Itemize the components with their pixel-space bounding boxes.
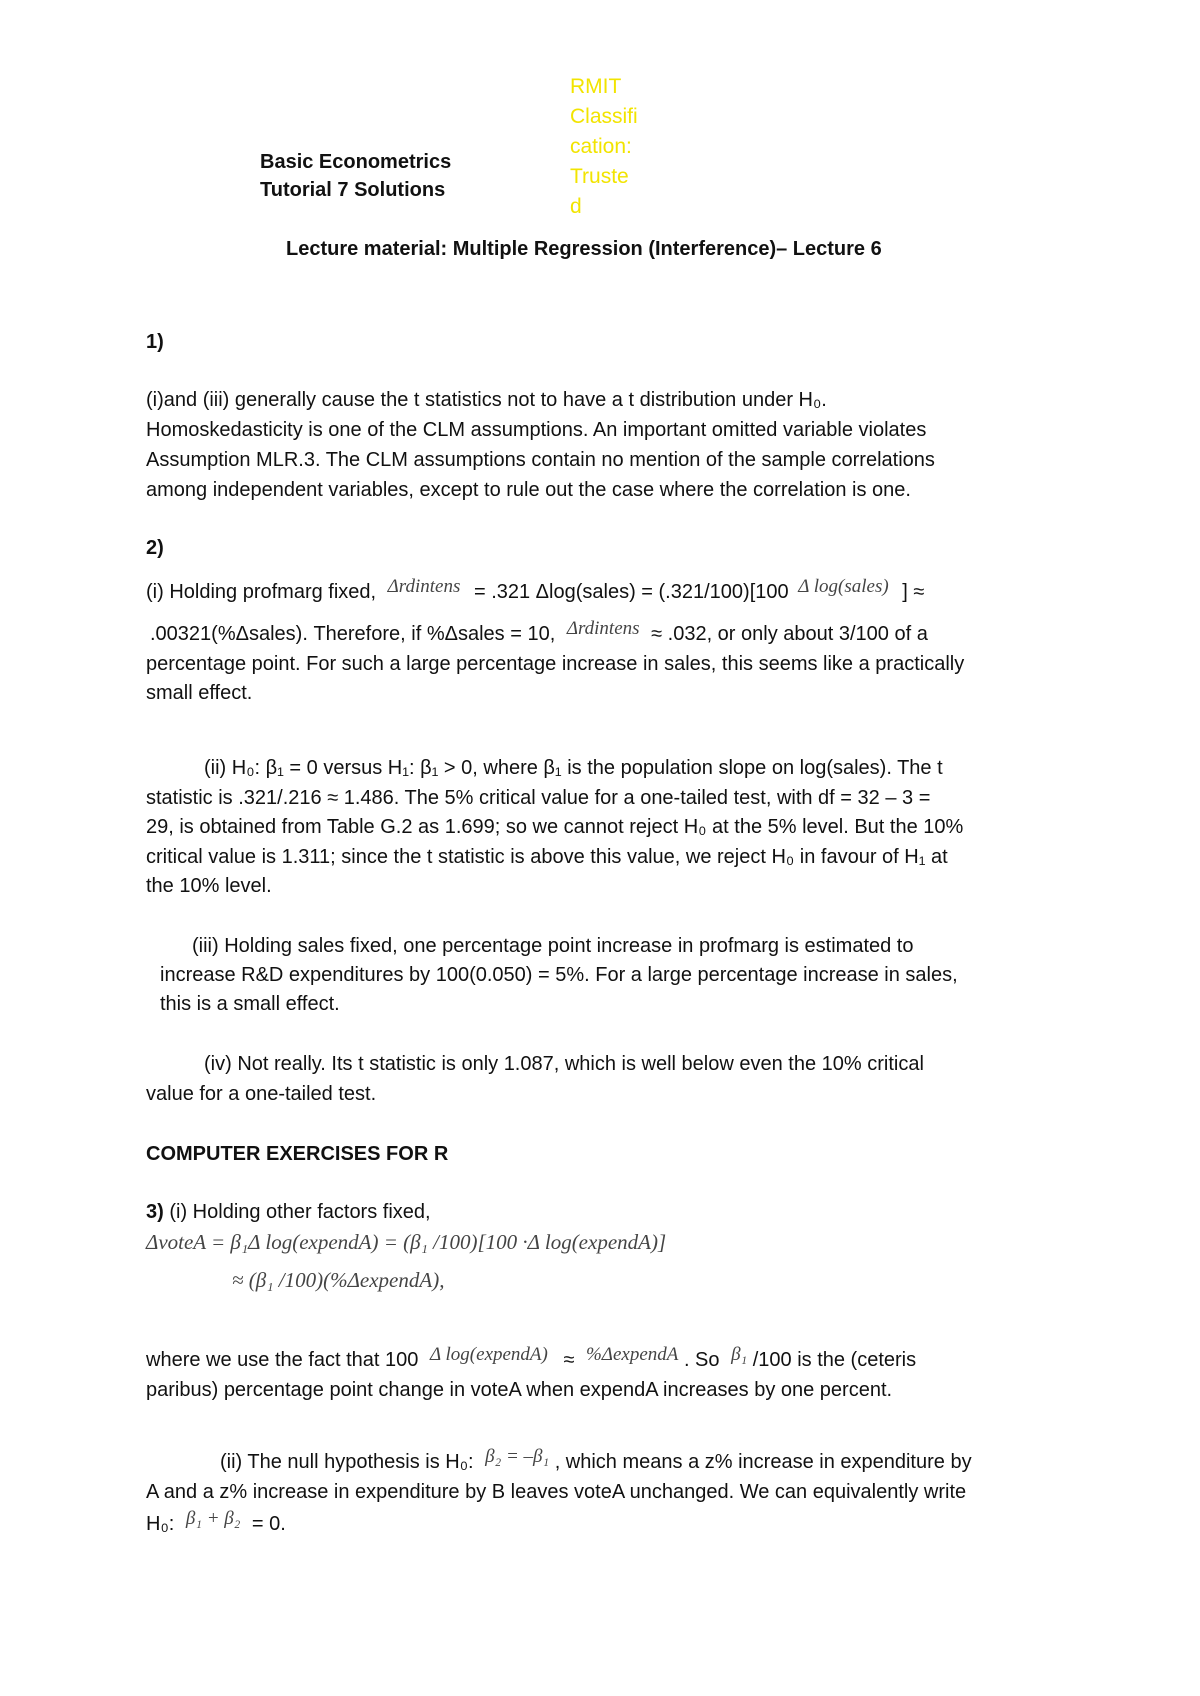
where-line-2: paribus) percentage point change in voteA when expendA increases by one percent. bbox=[146, 1379, 893, 1401]
math-rdintens: Δrdintens bbox=[566, 618, 640, 639]
q1-line: (i)and (iii) generally cause the t statistics not to have a t distribution under H₀. bbox=[146, 389, 827, 411]
classification-line: d bbox=[570, 195, 582, 218]
q3-number: 3) bbox=[146, 1201, 164, 1223]
q2-iv-line: (iv) Not really. Its t statistic is only 1.087, which is well below even the 10% critical bbox=[204, 1053, 924, 1075]
q2-ii-line: 29, is obtained from Table G.2 as 1.699; so we cannot reject H₀ at the 5% level. But the 10% bbox=[146, 816, 964, 838]
classification-line: Classifi bbox=[570, 105, 638, 128]
lecture-title: Lecture material: Multiple Regression (Interference)– Lecture 6 bbox=[286, 238, 882, 260]
text: (i) Holding profmarg fixed, bbox=[146, 581, 377, 603]
math-hypothesis: β₂ = –β₁ bbox=[485, 1446, 550, 1467]
text: (ii) The null hypothesis is H₀: bbox=[220, 1451, 474, 1473]
math-rdintens: Δrdintens bbox=[387, 576, 461, 597]
classification-line: RMIT bbox=[570, 75, 622, 98]
q1-line: among independent variables, except to rule out the case where the correlation is one. bbox=[146, 479, 911, 501]
course-title: Basic Econometrics bbox=[260, 151, 452, 173]
q2-ii-line: (ii) H₀: β₁ = 0 versus H₁: β₁ > 0, where β₁ is the population slope on log(sales). The t bbox=[204, 757, 943, 779]
q2-iii-line: (iii) Holding sales fixed, one percentage point increase in profmarg is estimated to bbox=[192, 935, 914, 957]
classification-label bbox=[570, 72, 650, 222]
math-beta1: β₁ bbox=[731, 1344, 748, 1365]
where-line bbox=[146, 1344, 917, 1373]
q2-i-line3: percentage point. For such a large percentage increase in sales, this seems like a practically bbox=[146, 653, 965, 675]
q2-i-line1 bbox=[146, 576, 925, 605]
q2-iv-line: value for a one-tailed test. bbox=[146, 1083, 377, 1105]
equation-line-2: ≈ (β₁ /100)(%ΔexpendA), bbox=[232, 1268, 445, 1292]
text: ] ≈ bbox=[902, 581, 925, 603]
classification-line: cation: bbox=[570, 135, 632, 158]
q3-ii-line3 bbox=[146, 1508, 286, 1537]
text: /100 is the (ceteris bbox=[752, 1349, 917, 1371]
q1-number: 1) bbox=[146, 331, 164, 353]
q2-iii-line: increase R&D expenditures by 100(0.050) = 5%. For a large percentage increase in sales, bbox=[160, 964, 958, 986]
q3-i-line bbox=[146, 1200, 431, 1224]
q2-iii-line: this is a small effect. bbox=[160, 993, 340, 1015]
text: .00321(%Δsales). Therefore, if %Δsales = 10, bbox=[150, 623, 556, 645]
q3-ii-line1 bbox=[220, 1446, 972, 1475]
math-beta-sum: β₁ + β₂ bbox=[185, 1508, 241, 1529]
q2-i-line4: small effect. bbox=[146, 682, 253, 704]
q2-number: 2) bbox=[146, 537, 164, 559]
section-title: COMPUTER EXERCISES FOR R bbox=[146, 1143, 449, 1165]
text: H₀: bbox=[146, 1513, 175, 1535]
q1-line: Homoskedasticity is one of the CLM assumptions. An important omitted variable violates bbox=[146, 419, 927, 441]
text: , which means a z% increase in expenditure by bbox=[554, 1451, 972, 1473]
q2-i-line2 bbox=[150, 618, 928, 647]
text: = 0. bbox=[251, 1513, 286, 1535]
tutorial-title: Tutorial 7 Solutions bbox=[260, 179, 446, 201]
math-pct-expenda: %ΔexpendA bbox=[585, 1344, 679, 1365]
classification-line: Truste bbox=[570, 165, 629, 188]
approx-symbol: ≈ bbox=[563, 1349, 575, 1371]
header-block bbox=[260, 148, 451, 204]
q2-ii-line: critical value is 1.311; since the t statistic is above this value, we reject H₀ in favour of H₁ at bbox=[146, 846, 948, 868]
text: . So bbox=[683, 1349, 720, 1371]
text: = .321 Δlog(sales) = (.321/100)[100 bbox=[473, 581, 789, 603]
math-dlogsales: Δ log(sales) bbox=[798, 576, 889, 597]
q2-ii-line: the 10% level. bbox=[146, 875, 272, 897]
text: ≈ .032, or only about 3/100 of a bbox=[651, 623, 928, 645]
q2-ii-line: statistic is .321/.216 ≈ 1.486. The 5% critical value for a one-tailed test, with df = 32 – 3 = bbox=[146, 787, 931, 809]
equation-line-1: ΔvoteA = β₁Δ log(expendA) = (β₁ /100)[100 ·Δ log(expendA)] bbox=[146, 1230, 667, 1254]
q3-ii-line2: A and a z% increase in expenditure by B leaves voteA unchanged. We can equivalently write bbox=[146, 1481, 967, 1503]
q1-line: Assumption MLR.3. The CLM assumptions contain no mention of the sample correlations bbox=[146, 449, 935, 471]
math-dlog-expenda: Δ log(expendA) bbox=[429, 1344, 548, 1365]
text: where we use the fact that 100 bbox=[146, 1349, 419, 1371]
text: (i) Holding other factors fixed, bbox=[169, 1201, 431, 1223]
